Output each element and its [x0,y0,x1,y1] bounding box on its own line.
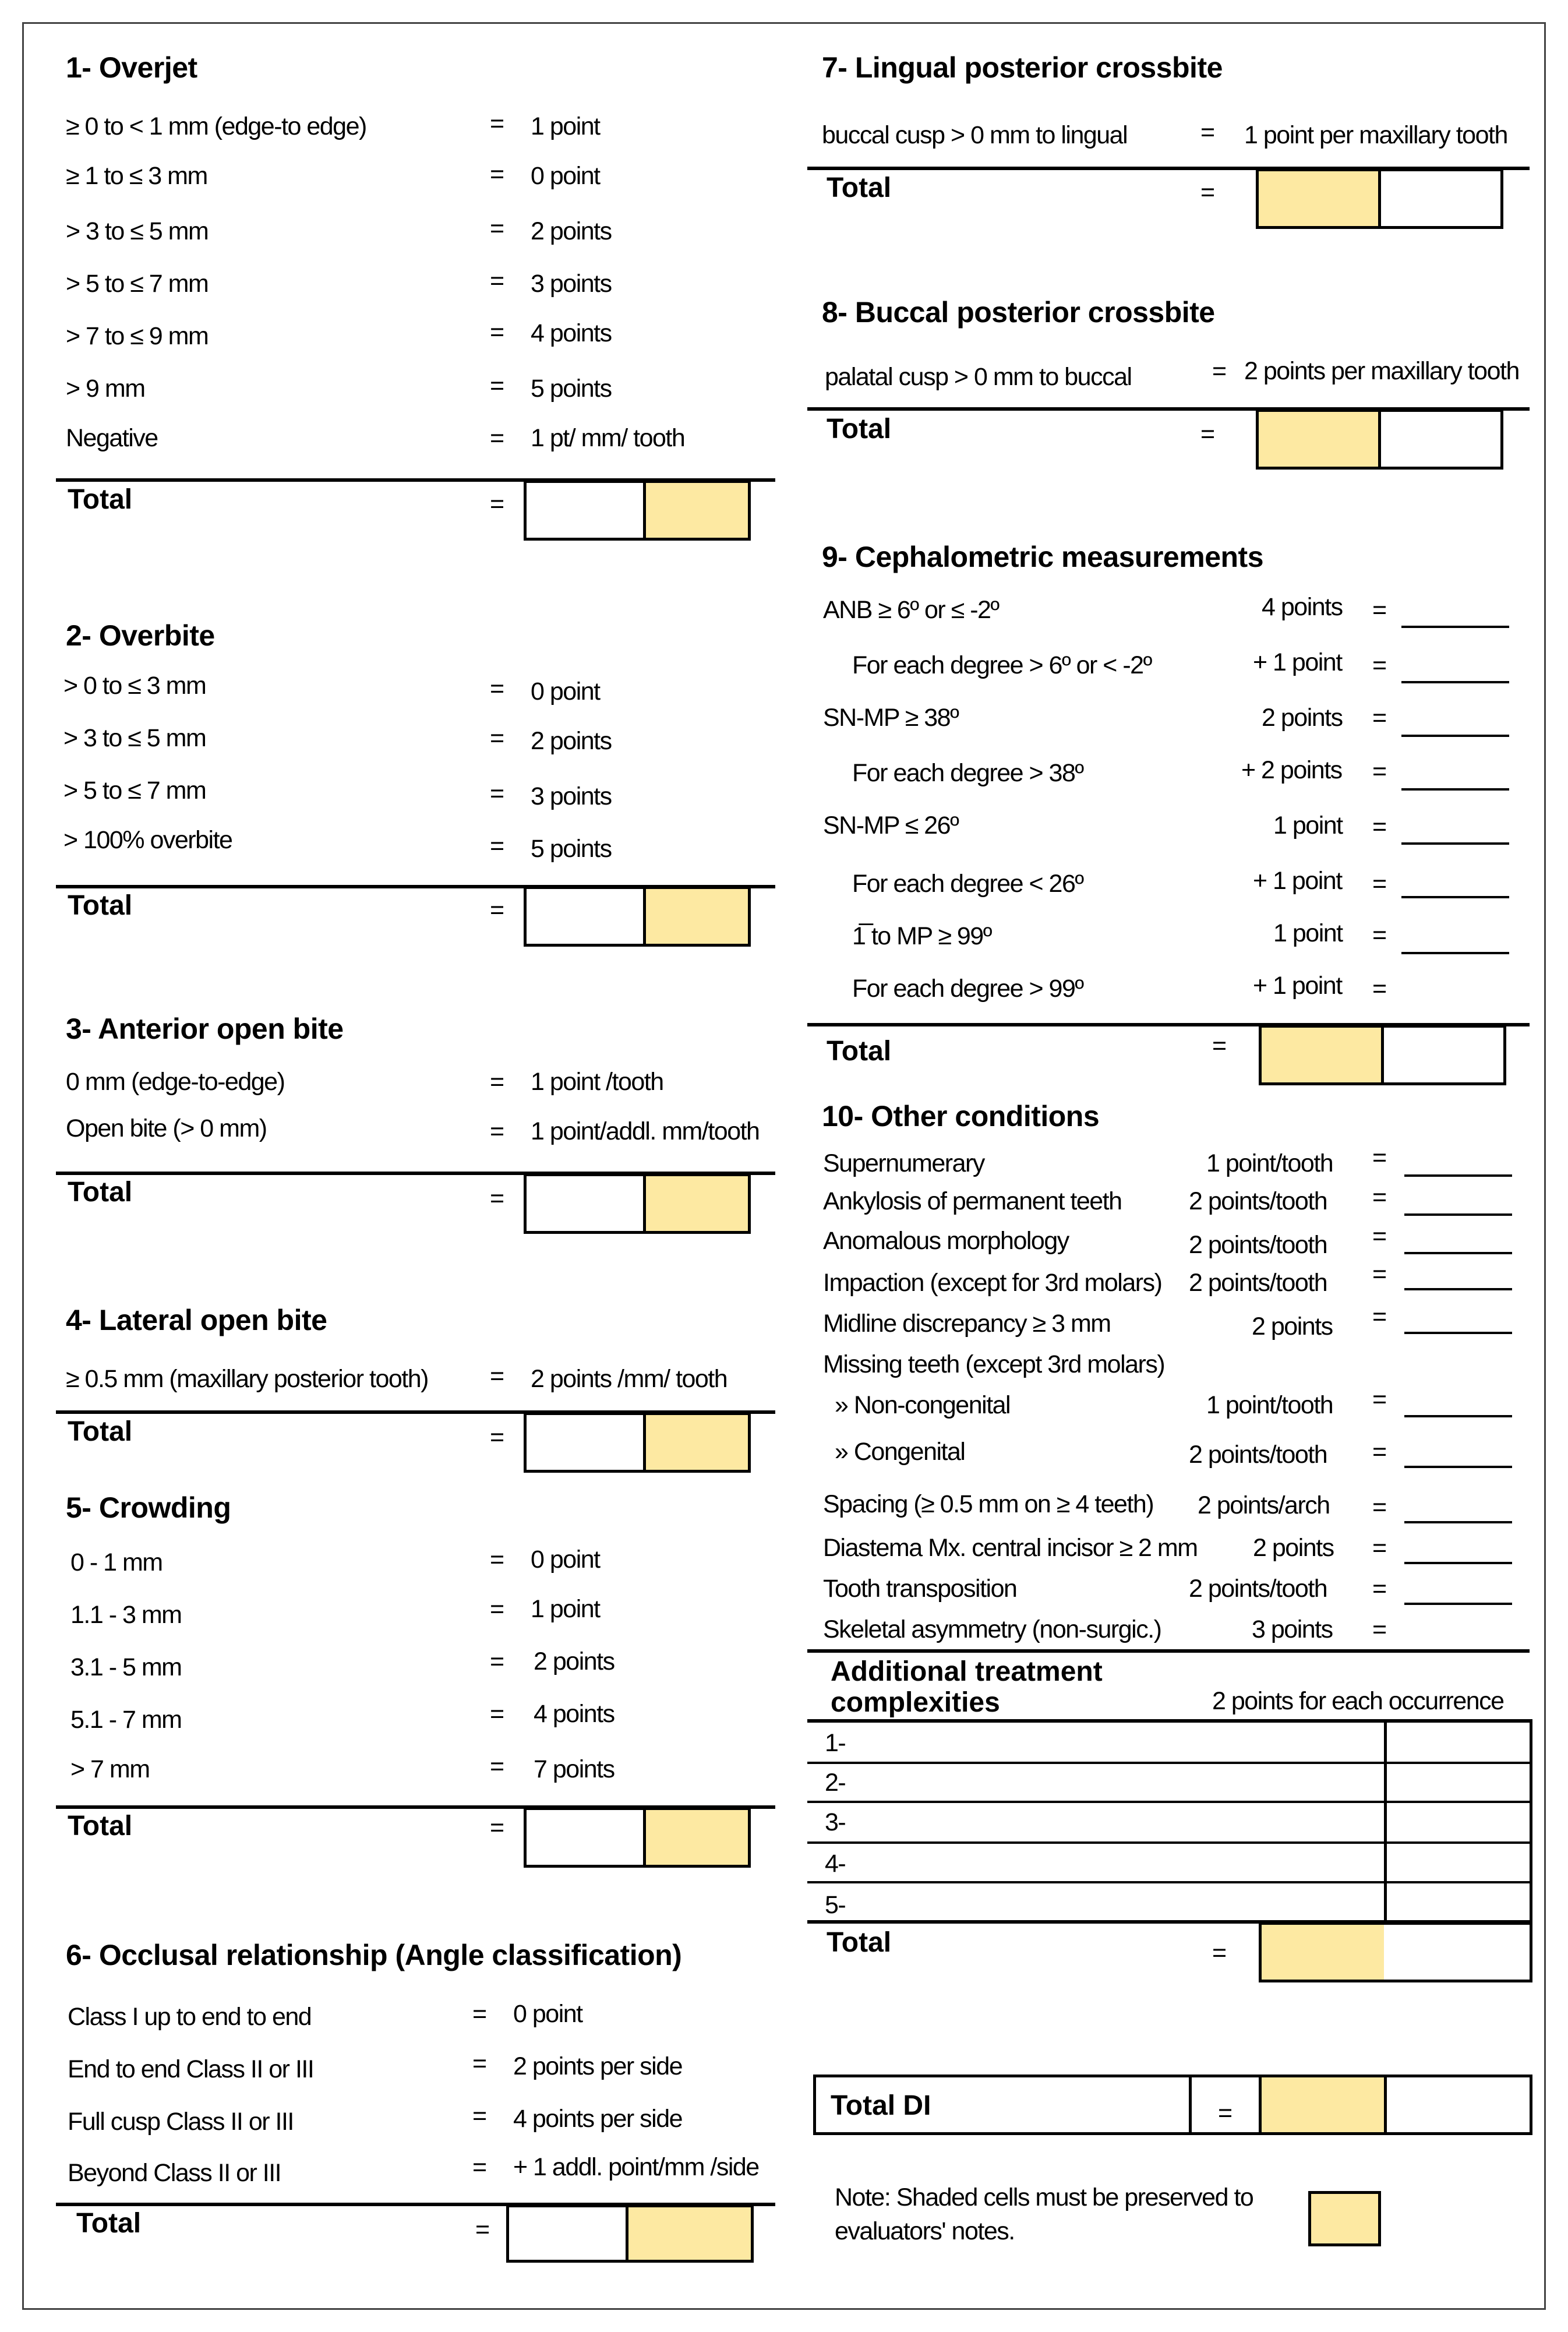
points-value: 3 points [531,270,612,298]
total-di-divider [1189,2075,1192,2135]
evaluator-shaded-cell[interactable] [643,886,751,947]
score-blank[interactable] [1401,896,1509,898]
points-value: 2 points/tooth [1189,1231,1327,1259]
points-value: 2 points per side [513,2052,683,2080]
points-value: + 1 point [1253,648,1342,676]
score-box[interactable] [524,1807,646,1868]
total-di-score-box[interactable] [1384,2075,1532,2135]
equals-sign: = [472,2153,486,2181]
equals-sign: = [490,896,504,924]
equals-sign: = [490,1546,504,1574]
points-value: 0 point [531,678,600,705]
criterion: > 3 to ≤ 5 mm [66,217,209,245]
equals-sign: = [1372,1144,1386,1172]
equals-sign: = [490,1752,504,1780]
total-label: Total [68,484,133,515]
points-value: 2 points /mm/ tooth [531,1365,728,1393]
points-value: 2 points/tooth [1189,1187,1327,1215]
equals-sign: = [472,2102,486,2130]
score-blank[interactable] [1404,1252,1512,1254]
equals-sign: = [1372,1183,1386,1211]
criterion: ≥ 0 to < 1 mm (edge-to edge) [66,112,366,140]
points-value: 5 points [531,375,612,403]
note-text: Note: Shaded cells must be preserved to [835,2183,1253,2211]
criterion: buccal cusp > 0 mm to lingual [822,121,1128,149]
criterion: Anomalous morphology [823,1227,1069,1255]
criterion: Class I up to end to end [68,2003,312,2031]
equals-sign: = [1372,596,1386,624]
score-blank[interactable] [1404,1288,1512,1290]
points-value: 2 points/tooth [1189,1575,1327,1603]
section-9-title: 9- Cephalometric measurements [822,541,1264,573]
points-value: 1 point [1273,919,1343,947]
criterion: Missing teeth (except 3rd molars) [823,1350,1165,1378]
equals-sign: = [490,424,504,452]
points-value: 4 points per side [513,2105,683,2133]
additional-row-label[interactable]: 2- [825,1769,846,1797]
total-label: Total [76,2208,142,2239]
equals-sign: = [1372,704,1386,732]
additional-points: 2 points for each occurrence [1212,1687,1504,1715]
points-value: 1 point per maxillary tooth [1244,121,1507,149]
criterion: > 100% overbite [63,826,232,854]
criterion: 1.1 - 3 mm [70,1601,182,1629]
equals-sign: = [1372,1493,1386,1521]
equals-sign: = [490,832,504,860]
section-4-title: 4- Lateral open bite [66,1304,327,1336]
equals-sign: = [1218,2099,1232,2127]
criterion: Tooth transposition [823,1575,1017,1603]
score-blank[interactable] [1404,1603,1512,1605]
criterion: Diastema Mx. central incisor ≥ 2 mm [823,1534,1198,1562]
points-value: 2 points [531,217,612,245]
criterion: » Congenital [835,1438,965,1466]
equals-sign: = [490,1184,504,1212]
criterion: > 7 to ≤ 9 mm [66,322,209,350]
criterion: 0 - 1 mm [70,1548,163,1576]
evaluator-shaded-cell[interactable] [626,2204,754,2263]
points-value: + 1 point [1253,972,1342,1000]
criterion: > 5 to ≤ 7 mm [66,270,209,298]
points-value: 2 points/tooth [1189,1269,1327,1297]
criterion: > 9 mm [66,375,145,403]
criterion: ANB ≥ 6º or ≤ -2º [823,596,999,624]
score-blank[interactable] [1401,842,1509,845]
equals-sign: = [490,1117,504,1145]
equals-sign: = [1372,757,1386,785]
points-value: 5 points [531,835,612,863]
additional-row-label[interactable]: 5- [825,1891,846,1919]
criterion: Impaction (except for 3rd molars) [823,1269,1162,1297]
points-value: + 1 addl. point/mm /side [513,2153,759,2181]
points-value: 2 points [531,727,612,755]
score-box[interactable] [524,886,646,947]
points-value: 2 points per maxillary tooth [1244,357,1519,385]
section-rule [807,1649,1530,1653]
equals-sign: = [475,2215,489,2243]
criterion: Spacing (≥ 0.5 mm on ≥ 4 teeth) [823,1490,1154,1518]
equals-sign: = [1212,1032,1226,1060]
additional-title: complexities [831,1687,1000,1718]
points-value: 1 point [531,1595,600,1623]
score-box[interactable] [524,1173,646,1234]
additional-row-label[interactable]: 3- [825,1808,846,1836]
points-value: 0 point [513,2000,582,2028]
row-rule [807,1841,1530,1844]
points-value: 2 points [1253,1534,1334,1562]
score-box[interactable] [1384,1922,1532,1982]
equals-sign: = [490,110,504,137]
score-box[interactable] [524,480,646,541]
section-10-title: 10- Other conditions [822,1100,1100,1133]
equals-sign: = [1212,1939,1226,1967]
equals-sign: = [490,724,504,752]
criterion: » Non-congenital [835,1391,1011,1419]
equals-sign: = [1372,870,1386,898]
points-value: + 1 point [1253,867,1342,895]
equals-sign: = [1372,651,1386,679]
criterion: For each degree > 6º or < -2º [852,651,1152,679]
evaluator-shaded-cell[interactable] [1256,168,1381,229]
points-value: 2 points [534,1647,615,1675]
points-value: 1 point [1273,812,1343,839]
score-blank[interactable] [1401,681,1509,683]
points-value: 1 point /tooth [531,1068,663,1096]
points-value: 1 point/addl. mm/tooth [531,1117,760,1145]
additional-row-label[interactable]: 1- [825,1729,846,1757]
equals-sign: = [490,318,504,346]
criterion: Full cusp Class II or III [68,2108,294,2136]
total-di-label: Total DI [831,2090,931,2121]
evaluator-shaded-cell[interactable] [1256,409,1381,470]
score-blank[interactable] [1404,1332,1512,1334]
score-box[interactable] [1381,1025,1506,1085]
score-box[interactable] [506,2204,628,2263]
criterion: > 5 to ≤ 7 mm [63,777,206,805]
equals-sign: = [1200,178,1214,206]
equals-sign: = [490,1814,504,1841]
points-value: 0 point [531,162,600,190]
points-value: 1 point/tooth [1206,1149,1333,1177]
additional-title: Additional treatment [831,1656,1103,1687]
points-value: + 2 points [1241,756,1342,784]
points-value: 2 points [1262,704,1343,732]
evaluator-shaded-cell[interactable] [1259,1025,1384,1085]
points-value: 3 points [531,782,612,810]
score-box[interactable] [524,1412,646,1473]
equals-sign: = [490,1595,504,1623]
points-value: 1 point/tooth [1206,1391,1333,1419]
points-value: 2 points/arch [1198,1491,1330,1519]
section-5-title: 5- Crowding [66,1491,231,1524]
equals-sign: = [472,2000,486,2028]
total-label: Total [68,1811,133,1841]
total-label: Total [68,1416,133,1447]
equals-sign: = [1372,1615,1386,1643]
total-label: Total [827,414,892,444]
row-rule [807,1762,1530,1764]
score-blank[interactable] [1404,1562,1512,1564]
score-blank[interactable] [1404,1213,1512,1216]
total-label: Total [827,1036,892,1067]
score-box[interactable] [1378,409,1503,470]
score-blank[interactable] [1401,626,1509,628]
evaluator-shaded-cell[interactable] [1259,1922,1387,1982]
evaluator-shaded-cell[interactable] [643,1412,751,1473]
criterion: 1̅ to MP ≥ 99º [852,922,991,950]
total-label: Total [827,1927,892,1958]
equals-sign: = [472,2049,486,2077]
equals-sign: = [490,1362,504,1390]
discrepancy-index-form [22,22,1546,2310]
criterion: Skeletal asymmetry (non-surgic.) [823,1615,1161,1643]
points-value: 1 pt/ mm/ tooth [531,424,685,452]
row-rule [807,1881,1530,1883]
points-value: 4 points [531,319,612,347]
equals-sign: = [1372,921,1386,949]
criterion: ≥ 1 to ≤ 3 mm [66,162,207,190]
shaded-cell-legend [1308,2191,1381,2246]
equals-sign: = [490,1700,504,1728]
evaluator-shaded-cell[interactable] [1259,2075,1387,2135]
points-value: 2 points [1252,1313,1333,1340]
criterion: Negative [66,424,158,452]
criterion: End to end Class II or III [68,2055,314,2083]
section-6-title: 6- Occlusal relationship (Angle classification) [66,1939,682,1971]
equals-sign: = [490,675,504,703]
equals-sign: = [490,490,504,518]
equals-sign: = [1372,813,1386,841]
equals-sign: = [490,267,504,295]
criterion: 5.1 - 7 mm [70,1706,182,1734]
equals-sign: = [490,1068,504,1096]
evaluator-shaded-cell[interactable] [643,1173,751,1234]
criterion: 3.1 - 5 mm [70,1653,182,1681]
total-label: Total [827,172,892,203]
points-value: 4 points [534,1700,615,1728]
equals-sign: = [1372,1575,1386,1603]
equals-sign: = [490,1423,504,1451]
equals-sign: = [490,1647,504,1675]
score-blank[interactable] [1401,735,1509,737]
criterion: For each degree > 38º [852,759,1083,787]
section-3-title: 3- Anterior open bite [66,1012,344,1045]
criterion: SN-MP ≤ 26º [823,812,959,839]
equals-sign: = [1200,118,1214,146]
score-box[interactable] [1378,168,1503,229]
points-value: 1 point [531,112,600,140]
additional-rule [807,1719,1530,1723]
criterion: 0 mm (edge-to-edge) [66,1068,285,1096]
score-blank[interactable] [1401,788,1509,791]
criterion: palatal cusp > 0 mm to buccal [825,363,1132,391]
criterion: Midline discrepancy ≥ 3 mm [823,1310,1111,1338]
criterion: For each degree < 26º [852,870,1083,898]
section-1-title: 1- Overjet [66,51,197,84]
equals-sign: = [490,160,504,188]
equals-sign: = [1212,357,1226,385]
criterion: > 0 to ≤ 3 mm [63,672,206,700]
criterion: ≥ 0.5 mm (maxillary posterior tooth) [66,1365,428,1393]
evaluator-shaded-cell[interactable] [643,1807,751,1868]
points-value: 7 points [534,1755,615,1783]
equals-sign: = [1372,975,1386,1003]
points-value: 3 points [1252,1615,1333,1643]
points-value: 4 points [1262,593,1343,621]
total-label: Total [68,890,133,921]
section-8-title: 8- Buccal posterior crossbite [822,296,1215,329]
additional-row-label[interactable]: 4- [825,1850,846,1878]
criterion: For each degree > 99º [852,975,1083,1003]
equals-sign: = [1372,1534,1386,1562]
criterion: Beyond Class II or III [68,2159,281,2187]
score-blank[interactable] [1404,1466,1512,1468]
equals-sign: = [1372,1438,1386,1466]
section-7-title: 7- Lingual posterior crossbite [822,51,1223,84]
points-value: 0 point [531,1546,600,1574]
equals-sign: = [1372,1260,1386,1288]
equals-sign: = [1372,1385,1386,1413]
criterion: > 7 mm [70,1755,150,1783]
criterion: SN-MP ≥ 38º [823,704,959,732]
equals-sign: = [1200,420,1214,448]
equals-sign: = [490,214,504,242]
equals-sign: = [1372,1222,1386,1250]
section-2-title: 2- Overbite [66,619,215,652]
score-blank[interactable] [1401,952,1509,954]
equals-sign: = [1372,1303,1386,1331]
criterion: Ankylosis of permanent teeth [823,1187,1122,1215]
equals-sign: = [490,372,504,400]
row-rule [807,1801,1530,1803]
note-text: evaluators' notes. [835,2217,1015,2245]
criterion: > 3 to ≤ 5 mm [63,724,206,752]
points-value: 2 points/tooth [1189,1441,1327,1469]
criterion: Open bite (> 0 mm) [66,1114,267,1142]
evaluator-shaded-cell[interactable] [643,480,751,541]
criterion: Supernumerary [823,1149,984,1177]
score-blank[interactable] [1404,1415,1512,1417]
score-blank[interactable] [1404,1174,1512,1177]
score-blank[interactable] [1404,1521,1512,1523]
equals-sign: = [490,779,504,807]
total-label: Total [68,1177,133,1208]
